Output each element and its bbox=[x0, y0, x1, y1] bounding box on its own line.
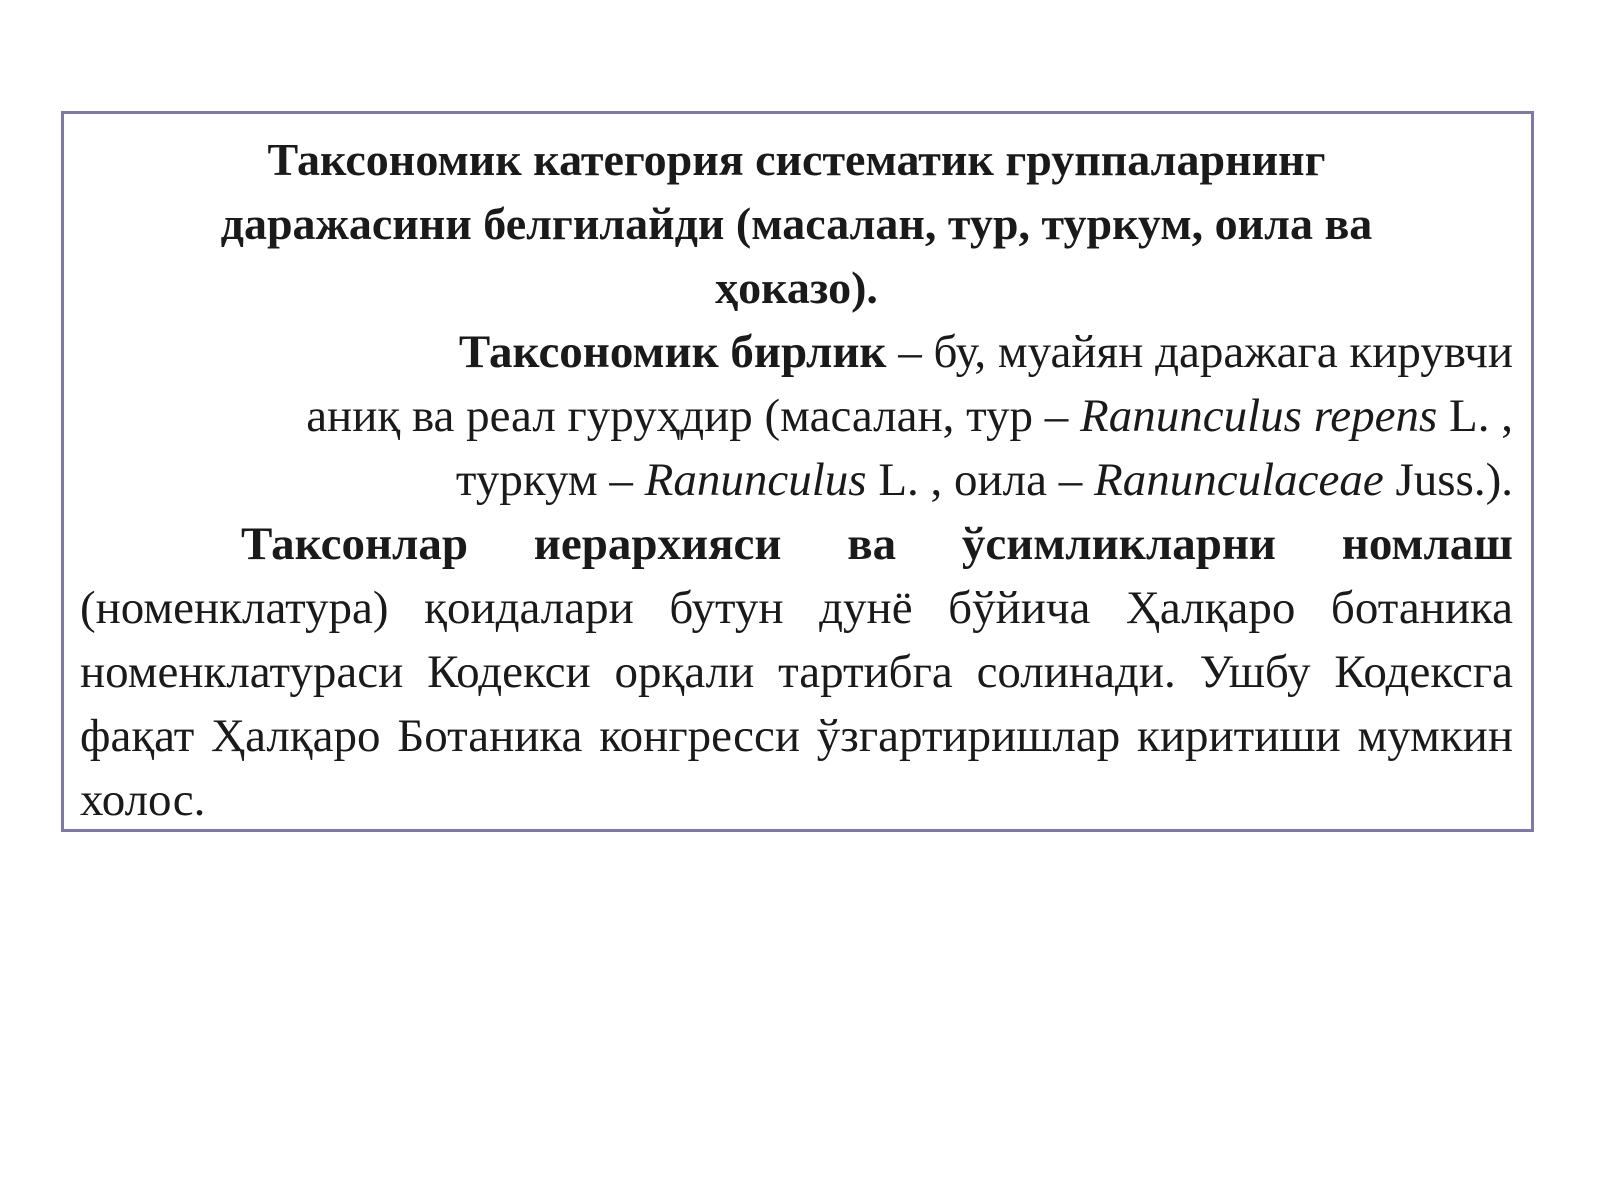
taxonomic-category-heading bbox=[80, 128, 1513, 320]
hierarchy-term: Таксонлар иерархияси ва ўсимликларни номлаш bbox=[241, 518, 1513, 570]
family-author: Juss.). bbox=[1383, 454, 1513, 506]
heading-line-2: даражасини белгилайди (масалан, тур, туркум, оила ва bbox=[220, 198, 1373, 249]
unit-line-3-text: туркум – bbox=[455, 454, 645, 506]
unit-line-2-text: аниқ ва реал гуруҳдир (масалан, тур – bbox=[306, 390, 1081, 442]
species-author: L. , bbox=[1437, 390, 1513, 442]
definition-text-box bbox=[61, 111, 1534, 832]
taxonomic-unit-paragraph bbox=[80, 320, 1513, 512]
genus-name: Ranunculus bbox=[644, 454, 867, 506]
family-name: Ranunculaceae bbox=[1094, 454, 1384, 506]
unit-line-3-mid: L. , оила – bbox=[866, 454, 1094, 506]
species-name: Ranunculus repens bbox=[1080, 390, 1438, 442]
taxonomic-unit-term: Таксономик бирлик bbox=[458, 326, 887, 378]
heading-line-1: Таксономик категория систематик группаларнинг bbox=[267, 134, 1326, 185]
hierarchy-body: (номенклатура) қоидалари бутун дунё бўйича Ҳалқаро ботаника номенклатураси Кодекси орқали тартибга солинади. Ушбу Кодексга фақат Ҳалқаро Ботаника конгресси ўзгартиришлар киритиши мумкин холос. bbox=[80, 582, 1513, 826]
unit-line-1-rest: – бу, муайян даражага кирувчи bbox=[886, 326, 1513, 378]
heading-line-3: ҳоказо). bbox=[715, 262, 878, 313]
hierarchy-paragraph bbox=[80, 512, 1513, 832]
